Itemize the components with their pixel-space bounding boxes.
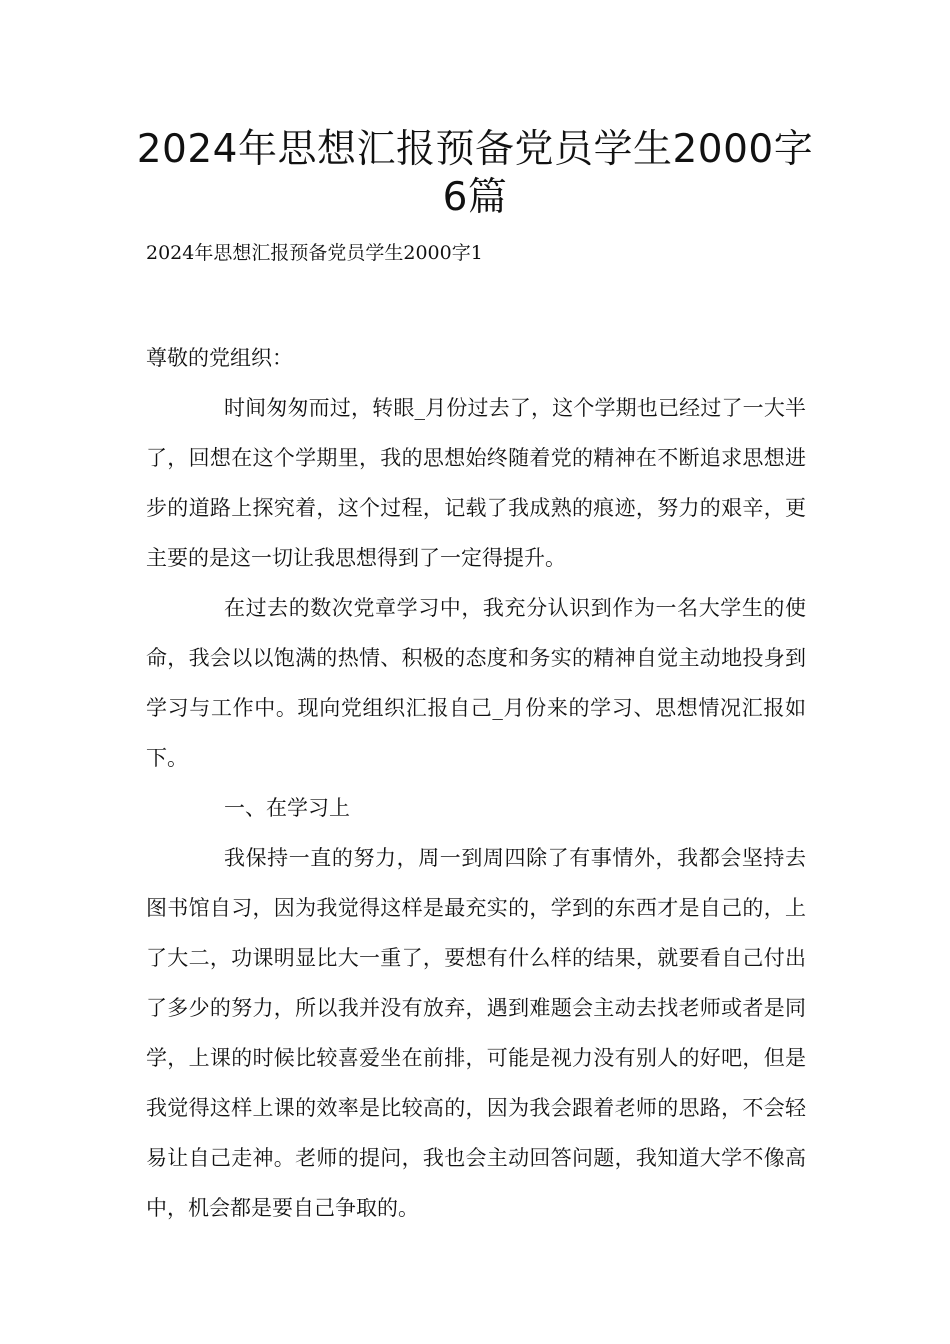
- document-body: [146, 333, 806, 1233]
- paragraph: 时间匆匆而过，转眼_月份过去了，这个学期也已经过了一大半了，回想在这个学期里，我的思想始终随着党的精神在不断追求思想进步的道路上探究着，这个过程，记载了我成熟的痕迹，努力的艰辛，更主要的是这一切让我思想得到了一定得提升。: [146, 396, 806, 570]
- document-subtitle: 2024年思想汇报预备党员学生2000字1: [146, 242, 483, 264]
- document-title: 2024年思想汇报预备党员学生2000字6篇: [136, 127, 814, 220]
- salutation: 尊敬的党组织：: [146, 346, 293, 370]
- section-heading: 一、在学习上: [224, 796, 350, 820]
- paragraph: 在过去的数次党章学习中，我充分认识到作为一名大学生的使命，我会以以饱满的热情、积极的态度和务实的精神自觉主动地投身到学习与工作中。现向党组织汇报自己_月份来的学习、思想情况汇报如下。: [146, 596, 806, 770]
- paragraph: 我保持一直的努力，周一到周四除了有事情外，我都会坚持去图书馆自习，因为我觉得这样是最充实的，学到的东西才是自己的，上了大二，功课明显比大一重了，要想有什么样的结果，就要看自己付出了多少的努力，所以我并没有放弃，遇到难题会主动去找老师或者是同学，上课的时候比较喜爱坐在前排，可能是视力没有别人的好吧，但是我觉得这样上课的效率是比较高的，因为我会跟着老师的思路，不会轻易让自己走神。老师的提问，我也会主动回答问题，我知道大学不像高中，机会都是要自己争取的。: [146, 846, 806, 1220]
